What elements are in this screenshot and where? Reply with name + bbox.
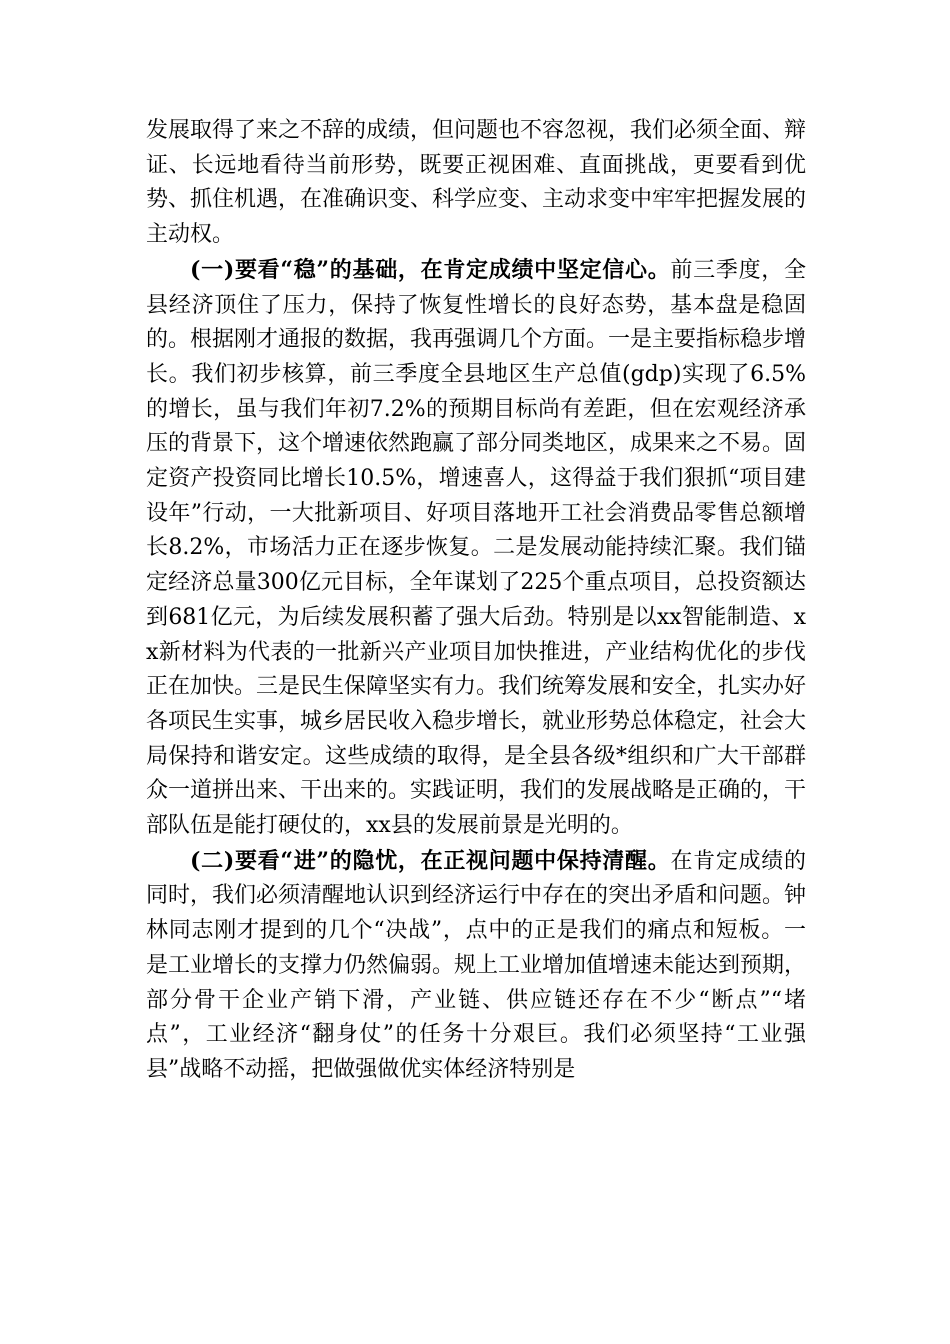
paragraph-section-two: [146, 844, 806, 1088]
section-heading-one: (一)要看“稳”的基础，在肯定成绩中坚定信心。: [190, 256, 671, 283]
paragraph-text: 前三季度，全县经济顶住了压力，保持了恢复性增长的良好态势，基本盘是稳固的。根据刚才通报的数据，我再强调几个方面。一是主要指标稳步增长。我们初步核算，前三季度全县地区生产总值(gdp)实现了6.5%的增长，虽与我们年初7.2%的预期目标尚有差距，但在宏观经济承压的背景下，这个增速依然跑赢了部分同类地区，成果来之不易。固定资产投资同比增长10.5%，增速喜人，这得益于我们狠抓“项目建设年”行动，一大批新项目、好项目落地开工社会消费品零售总额增长8.2%，市场活力正在逐步恢复。二是发展动能持续汇聚。我们锚定经济总量300亿元目标，全年谋划了225个重点项目，总投资额达到681亿元，为后续发展积蓄了强大后劲。特别是以xx智能制造、xx新材料为代表的一批新兴产业项目加快推进，产业结构优化的步伐正在加快。三是民生保障坚实有力。我们统筹发展和安全，扎实办好各项民生实事，城乡居民收入稳步增长，就业形势总体稳定，社会大局保持和谐安定。这些成绩的取得，是全县各级*组织和广大干部群众一道拼出来、干出来的。实践证明，我们的发展战略是正确的，干部队伍是能打硬仗的，xx县的发展前景是光明的。: [146, 257, 807, 839]
paragraph-text: 在肯定成绩的同时，我们必须清醒地认识到经济运行中存在的突出矛盾和问题。钟林同志刚才提到的几个“决战”，点中的正是我们的痛点和短板。一是工业增长的支撑力仍然偏弱。规上工业增加值增速未能达到预期，部分骨干企业产销下滑，产业链、供应链还存在不少“断点”“堵点”，工业经济“翻身仗”的任务十分艰巨。我们必须坚持“工业强县”战略不动摇，把做强做优实体经济特别是: [146, 848, 807, 1082]
section-heading-two: (二)要看“进”的隐忧，在正视问题中保持清醒。: [190, 847, 671, 874]
paragraph-section-one: [146, 253, 806, 844]
paragraph-text: 发展取得了来之不辞的成绩，但问题也不容忽视，我们必须全面、辩证、长远地看待当前形势，既要正视困难、直面挑战，更要看到优势、抓住机遇，在准确识变、科学应变、主动求变中牢牢把握发展的主动权。: [146, 118, 807, 248]
paragraph-continuation: [146, 114, 806, 253]
document-page: [146, 114, 806, 1088]
